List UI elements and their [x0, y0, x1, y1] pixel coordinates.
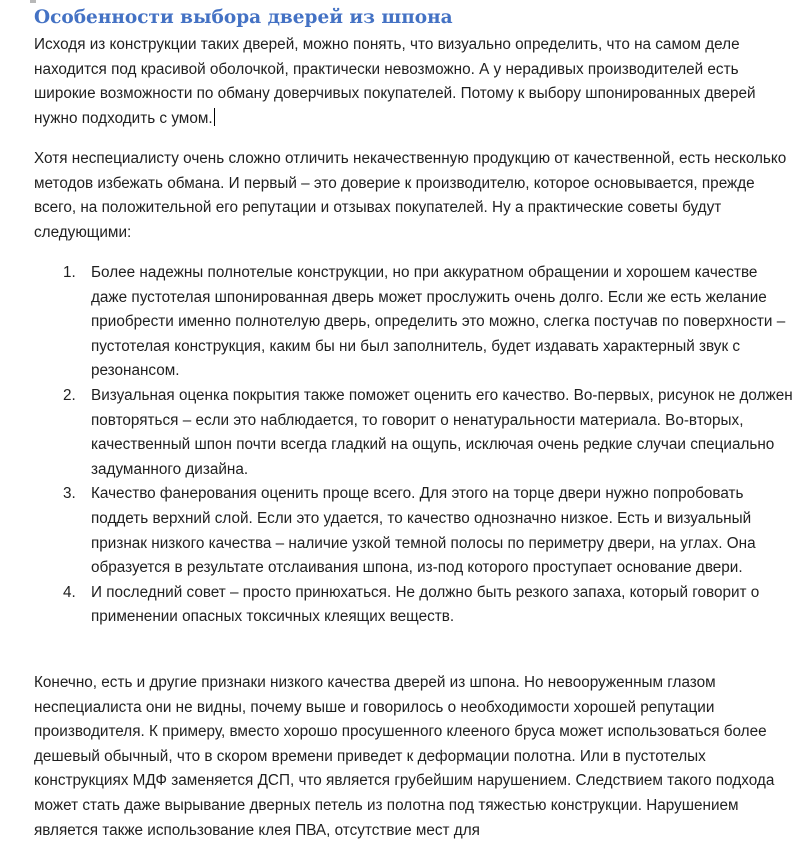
list-item-number: 3.	[63, 485, 76, 503]
list-item[interactable]	[34, 384, 794, 482]
tips-list	[34, 261, 794, 630]
list-item-text[interactable]: И последний совет – просто принюхаться. Не должно быть резкого запаха, который говорит о применении опасных токсичных клеящих веществ.	[91, 583, 760, 626]
list-item-text[interactable]: Более надежны полнотелые конструкции, но при аккуратном обращении и хорошем качестве даже пустотелая шпонированная дверь может прослужить очень долго. Если же есть желание приобрести именно полнотелую дверь, определить это можно, слегка постучав по поверхности – пустотелая конструкция, каким бы ни был заполнитель, будет издавать характерный звук с резонансом.	[91, 264, 786, 380]
list-item-text[interactable]: Качество фанерования оценить проще всего. Для этого на торце двери нужно попробовать поддеть верхний слой. Если это удается, то качество однозначно низкое. Есть и визуальный признак низкого качества – наличие узкой темной полосы по периметру двери, на углах. Она образуется в результате отслаивания шпона, из-под которого проступает основание двери.	[91, 485, 756, 577]
list-item-number: 2.	[63, 386, 76, 404]
document-heading[interactable]: Особенности выбора дверей из шпона	[34, 7, 453, 28]
list-item[interactable]	[34, 261, 794, 384]
final-paragraph[interactable]: Конечно, есть и другие признаки низкого качества дверей из шпона. Но невооруженным глазом неспециалиста они не видны, почему выше и говорилось о необходимости хорошей репутации производителя. К примеру, вместо хорошо просушенного клееного бруса может использоваться более дешевый обычный, что в скором времени приведет к деформации полотна. Или в пустотелых конструкциях МДФ заменяется ДСП, что является грубейшим нарушением. Следствием такого подхода может стать даже вырывание дверных петель из полотна под тяжестью конструкции. Нарушением является также использование клея ПВА, отсутствие мест для	[34, 674, 775, 839]
list-item-number: 1.	[63, 264, 76, 281]
list-item[interactable]	[34, 482, 794, 580]
page-corner-mark	[30, 0, 36, 3]
list-item-text[interactable]: Визуальная оценка покрытия также поможет оценить его качество. Во-первых, рисунок не должен повторяться – если это наблюдается, то говорит о ненатуральности материала. Во-вторых, качественный шпон почти всегда гладкий на ощупь, исключая очень редкие случаи специально задуманного дизайна.	[91, 386, 793, 478]
intro-paragraph-text[interactable]: Исходя из конструкции таких дверей, можно понять, что визуально определить, что на самом деле находится под красивой оболочкой, практически невозможно. А у нерадивых производителей есть широкие возможности по обману доверчивых покупателей. Потому к выбору шпонированных дверей нужно подходить с умом.	[34, 36, 756, 127]
text-cursor	[214, 108, 215, 126]
intro-paragraph[interactable]	[34, 33, 794, 131]
list-item[interactable]	[34, 581, 794, 630]
list-item-number: 4.	[63, 583, 76, 601]
second-paragraph[interactable]: Хотя неспециалисту очень сложно отличить некачественную продукцию от качественной, есть несколько методов избежать обмана. И первый – это доверие к производителю, которое основывается, прежде всего, на положительной его репутации и отзывах покупателей. Ну а практические советы будут следующими:	[34, 150, 787, 241]
